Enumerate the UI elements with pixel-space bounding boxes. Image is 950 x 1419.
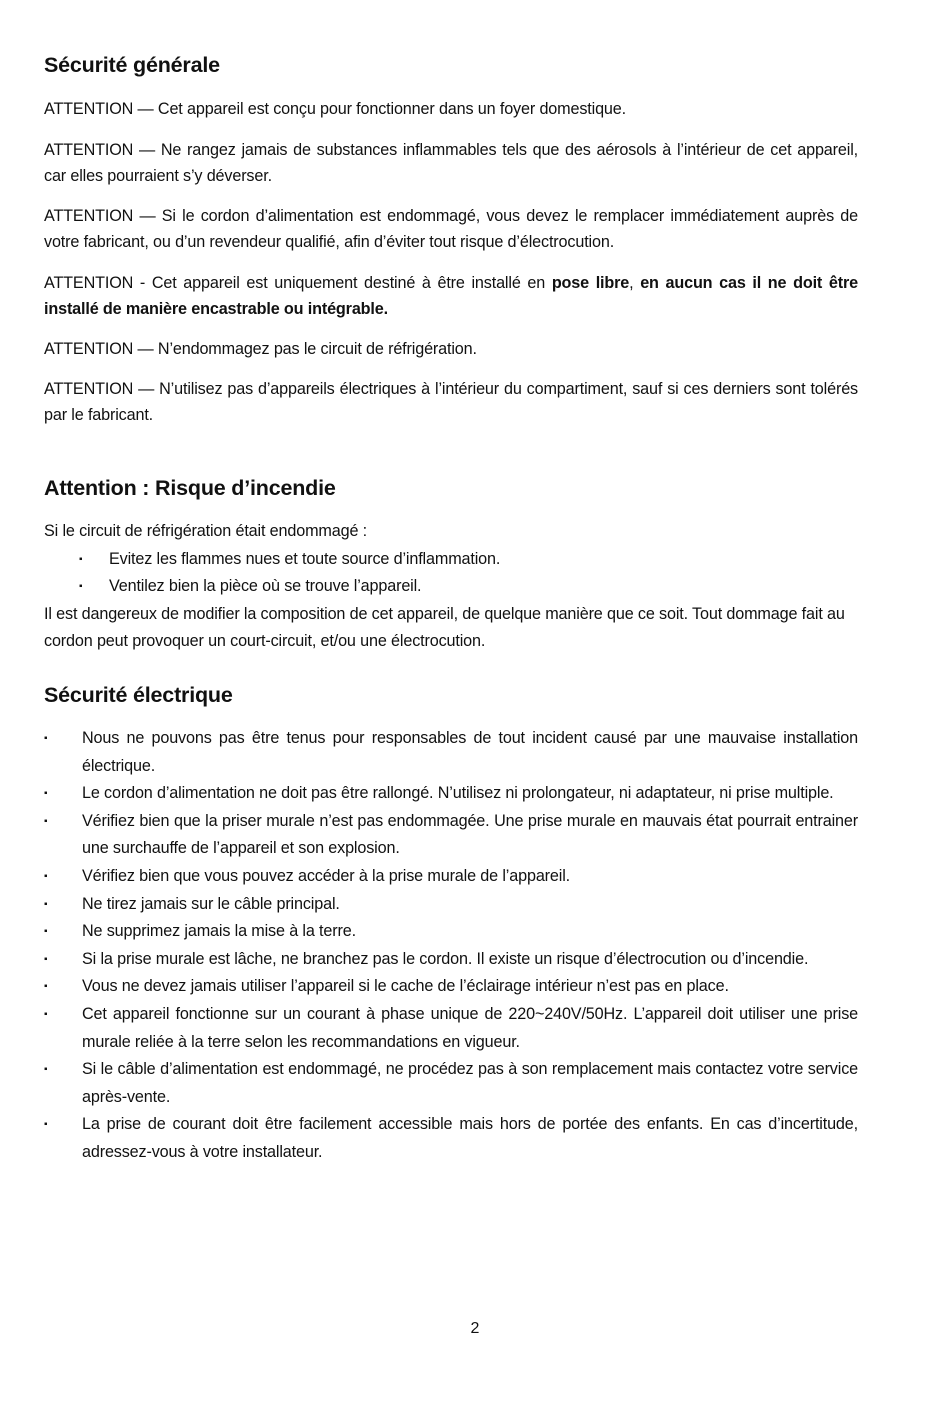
list-item [44, 946, 858, 974]
bullet-icon: ▪ [44, 1064, 48, 1076]
bullet-icon: ▪ [44, 870, 48, 882]
list-item [44, 1001, 858, 1056]
list-item [44, 573, 858, 601]
list-item [44, 780, 858, 808]
bullet-icon: ▪ [79, 581, 83, 592]
list-item [44, 863, 858, 891]
list-item-text: Ne tirez jamais sur le câble principal. [82, 894, 340, 913]
paragraph-attention-freestanding [44, 270, 858, 322]
list-item-text: Ne supprimez jamais la mise à la terre. [82, 922, 356, 941]
bullet-icon: ▪ [44, 733, 48, 744]
list-item-text: Si le câble d’alimentation est endommagé, ne procédez pas à son remplacement mais contactez votre service après-vente. [82, 1060, 858, 1106]
freestanding-bold-pose-libre: pose libre [551, 274, 630, 292]
electrical-safety-list [44, 725, 858, 1167]
fire-risk-block [44, 518, 858, 656]
fire-outro: Il est dangereux de modifier la composition de cet appareil, de quelque manière que ce soit. Tout dommage fait au cordon peut provoquer un court-circuit, et/ou une électrocution. [44, 604, 845, 650]
list-item-text: Ventilez bien la pièce où se trouve l’appareil. [109, 577, 422, 595]
bullet-icon: ▪ [44, 981, 48, 993]
list-item [44, 891, 858, 919]
paragraph-attention-domestic: ATTENTION — Cet appareil est conçu pour fonctionner dans un foyer domestique. [44, 100, 626, 118]
paragraph-attention-refrigeration-circuit: ATTENTION — N’endommagez pas le circuit de réfrigération. [44, 340, 477, 358]
list-item-text: Vérifiez bien que vous pouvez accéder à la prise murale de l’appareil. [82, 866, 571, 885]
fire-intro: Si le circuit de réfrigération était endommagé : [44, 522, 368, 540]
list-item [44, 546, 858, 574]
list-item-text: Nous ne pouvons pas être tenus pour responsables de tout incident causé par une mauvaise installation électrique. [82, 729, 858, 775]
bullet-icon: ▪ [44, 953, 48, 965]
bullet-icon: ▪ [44, 1119, 48, 1131]
bullet-icon: ▪ [44, 898, 48, 910]
list-item [44, 1111, 858, 1166]
list-item-text: Cet appareil fonctionne sur un courant à phase unique de 220~240V/50Hz. L’appareil doit utiliser une prise murale reliée à la terre selon les recommandations en vigueur. [82, 1004, 858, 1051]
list-item [44, 973, 858, 1001]
paragraph-attention-electrical-appliances: ATTENTION — N’utilisez pas d’appareils électriques à l’intérieur du compartiment, sauf si ces derniers sont tolérés par le fabricant. [44, 380, 858, 424]
bullet-icon: ▪ [79, 553, 83, 565]
list-item-text: Si la prise murale est lâche, ne branchez pas le cordon. Il existe un risque d’électrocution ou d’incendie. [82, 949, 809, 968]
bullet-icon: ▪ [44, 815, 48, 827]
page-number: 2 [470, 1320, 480, 1337]
list-item [44, 1056, 858, 1111]
freestanding-bold-not-built-in: en aucun cas il ne doit être installé de manière encastrable ou intégrable. [44, 274, 858, 318]
list-item-text: Evitez les flammes nues et toute source d’inflammation. [109, 549, 501, 568]
list-item-text: La prise de courant doit être facilement accessible mais hors de portée des enfants. En cas d’incertitude, adressez-vous à votre installateur. [82, 1115, 858, 1161]
freestanding-text-start: ATTENTION - Cet appareil est uniquement destiné à être installé en [44, 274, 552, 292]
section-title-electrical-safety: Sécurité électrique [44, 683, 233, 707]
bullet-icon: ▪ [44, 788, 48, 800]
freestanding-comma: , [629, 274, 641, 292]
paragraph-attention-flammable: ATTENTION — Ne rangez jamais de substances inflammables tels que des aérosols à l’intérieur de cet appareil, car elles pourraient s’y déverser. [44, 141, 858, 185]
list-item-text: Vous ne devez jamais utiliser l’appareil si le cache de l’éclairage intérieur n’est pas en place. [82, 977, 729, 996]
list-item [44, 918, 858, 946]
bullet-icon: ▪ [44, 926, 48, 938]
list-item-text: Vérifiez bien que la priser murale n’est pas endommagée. Une prise murale en mauvais état pourrait entrainer une surchauffe de l’appareil et son explosion. [82, 811, 858, 858]
list-item [44, 725, 858, 780]
list-item [44, 808, 858, 863]
list-item-text: Le cordon d’alimentation ne doit pas être rallongé. N’utilisez ni prolongateur, ni adaptateur, ni prise multiple. [82, 784, 834, 803]
section-title-general-safety: Sécurité générale [44, 53, 220, 77]
bullet-icon: ▪ [44, 1008, 48, 1020]
section-title-fire-risk: Attention : Risque d’incendie [44, 476, 336, 500]
fire-bullet-list [44, 546, 858, 601]
paragraph-attention-power-cord: ATTENTION — Si le cordon d’alimentation est endommagé, vous devez le remplacer immédiatement auprès de votre fabricant, ou d’un revendeur qualifié, afin d’éviter tout risque d’électrocution. [44, 207, 858, 251]
